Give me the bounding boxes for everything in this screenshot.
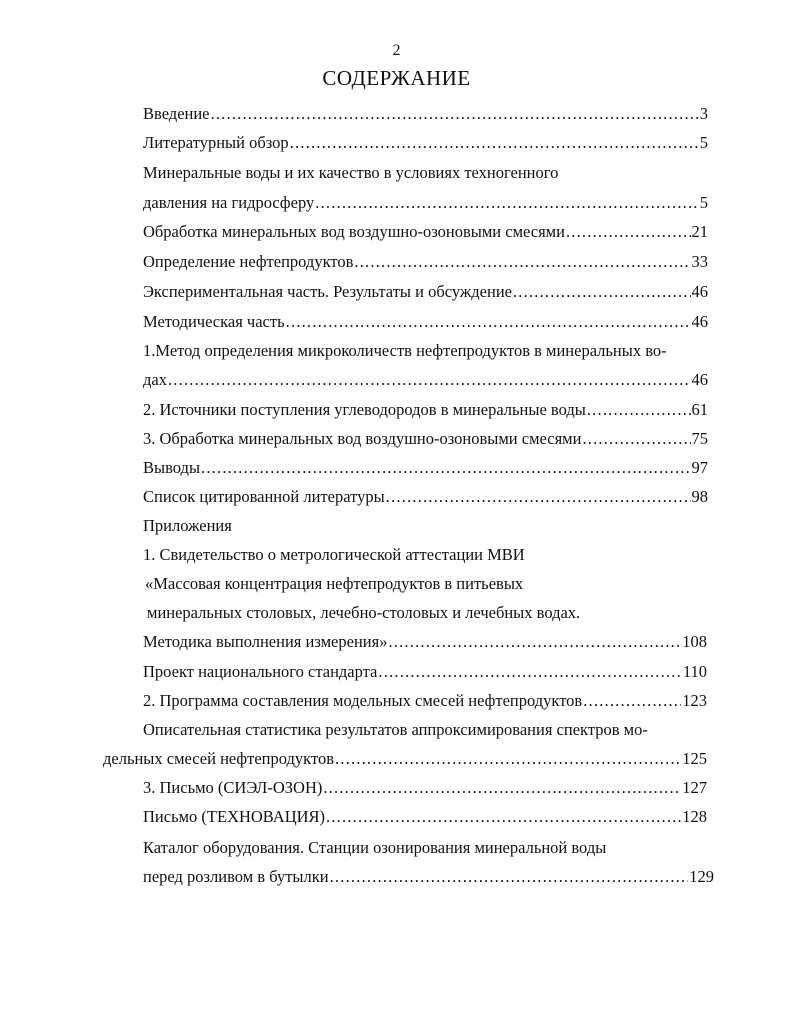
leader-dots <box>587 399 691 421</box>
toc-entry-page: 33 <box>691 252 708 271</box>
toc-entry-text: 1.Метод определения микроколичеств нефтепродуктов в минеральных во- <box>143 341 667 360</box>
toc-entry-page: 21 <box>691 222 708 241</box>
toc-entry-method-line1 <box>143 340 667 362</box>
toc-entry-introduction <box>143 103 708 125</box>
leader-dots <box>354 251 690 273</box>
toc-entry-page: 129 <box>689 867 714 886</box>
toc-entry-page: 3 <box>699 104 708 123</box>
toc-entry-appendices <box>143 515 232 537</box>
toc-entry-mineral-waters-line1 <box>143 162 558 184</box>
toc-entry-certificate-line2 <box>145 573 523 595</box>
leader-dots <box>211 103 699 125</box>
leader-dots <box>315 192 699 214</box>
toc-entry-text: 2. Источники поступления углеводородов в минеральные воды <box>143 400 586 419</box>
toc-entry-national-standard <box>143 661 707 683</box>
toc-entry-certificate-line1 <box>143 544 525 566</box>
toc-entry-catalog-line2 <box>143 866 714 888</box>
toc-entry-measurement-method <box>143 631 707 653</box>
leader-dots <box>566 221 691 243</box>
toc-entry-page: 5 <box>699 133 708 152</box>
toc-entry-text: Введение <box>143 104 210 123</box>
toc-entry-page: 5 <box>699 193 708 212</box>
toc-entry-text: Литературный обзор <box>143 133 289 152</box>
toc-entry-letter-siel-ozon <box>143 777 707 799</box>
leader-dots <box>378 661 681 683</box>
leader-dots <box>168 369 691 391</box>
toc-entry-text: 1. Свидетельство о метрологической аттестации МВИ <box>143 545 525 564</box>
toc-entry-text: давления на гидросферу <box>143 193 315 212</box>
leader-dots <box>290 132 699 154</box>
toc-entry-literature-review <box>143 132 708 154</box>
toc-entry-text: минеральных столовых, лечебно-столовых и лечебных водах. <box>147 603 581 622</box>
toc-title: СОДЕРЖАНИЕ <box>322 66 471 90</box>
toc-entry-text: 3. Письмо (СИЭЛ-ОЗОН) <box>143 778 323 797</box>
toc-entry-hydrocarbon-sources <box>143 399 708 421</box>
toc-entry-certificate-line3 <box>147 602 580 624</box>
toc-entry-text: Обработка минеральных вод воздушно-озоновыми смесями <box>143 222 565 241</box>
toc-entry-method-line2 <box>143 369 708 391</box>
leader-dots <box>386 486 691 508</box>
leader-dots <box>286 311 691 333</box>
toc-entry-text: Определение нефтепродуктов <box>143 252 354 271</box>
toc-entry-page: 98 <box>691 487 708 506</box>
toc-entry-text: Методическая часть <box>143 312 285 331</box>
toc-entry-text: «Массовая концентрация нефтепродуктов в питьевых <box>145 574 524 593</box>
leader-dots <box>323 777 681 799</box>
toc-entry-text: Методика выполнения измерения» <box>143 632 388 651</box>
toc-entry-page: 46 <box>691 370 708 389</box>
toc-entry-statistics-line1 <box>143 719 648 741</box>
toc-entry-catalog-line1 <box>143 837 606 859</box>
toc-entry-text: Письмо (ТЕХНОВАЦИЯ) <box>143 807 326 826</box>
toc-entry-text: перед розливом в бутылки <box>143 867 329 886</box>
leader-dots <box>201 457 690 479</box>
toc-entry-page: 127 <box>682 778 707 797</box>
toc-entry-text: дельных смесей нефтепродуктов <box>103 749 334 768</box>
toc-entry-page: 46 <box>691 312 708 331</box>
leader-dots <box>388 631 681 653</box>
toc-entry-page: 125 <box>682 749 707 768</box>
toc-entry-ozone-treatment <box>143 221 708 243</box>
toc-entry-page: 108 <box>682 632 707 651</box>
toc-entry-page: 110 <box>682 662 707 681</box>
toc-entry-petroleum-determination <box>143 251 708 273</box>
toc-entry-page: 61 <box>691 400 708 419</box>
toc-entry-page: 46 <box>691 282 708 301</box>
toc-entry-page: 128 <box>682 807 707 826</box>
toc-entry-text: Описательная статистика результатов аппроксимирования спектров мо- <box>143 720 648 739</box>
leader-dots <box>335 748 681 770</box>
leader-dots <box>330 866 689 888</box>
toc-entry-model-mixtures-program <box>143 690 707 712</box>
toc-entry-text: Список цитированной литературы <box>143 487 385 506</box>
toc-entry-references <box>143 486 708 508</box>
toc-entry-text: 3. Обработка минеральных вод воздушно-озоновыми смесями <box>143 429 582 448</box>
toc-entry-page: 97 <box>691 458 708 477</box>
toc-entry-methodical <box>143 311 708 333</box>
toc-entry-text: Проект национального стандарта <box>143 662 378 681</box>
toc-entry-letter-technovation <box>143 806 707 828</box>
leader-dots <box>583 690 681 712</box>
toc-entry-text: 2. Программа составления модельных смесей нефтепродуктов <box>143 691 583 710</box>
toc-entry-experimental <box>143 281 708 303</box>
toc-entry-page: 75 <box>691 429 708 448</box>
toc-entry-text: дах <box>143 370 167 389</box>
toc-entry-conclusions <box>143 457 708 479</box>
toc-entry-text: Приложения <box>143 516 232 535</box>
toc-entry-ozone-treatment-results <box>143 428 708 450</box>
toc-entry-text: Минеральные воды и их качество в условиях техногенного <box>143 163 559 182</box>
leader-dots <box>326 806 681 828</box>
toc-entry-text: Выводы <box>143 458 201 477</box>
page-number: 2 <box>392 42 401 59</box>
toc-entry-mineral-waters-line2 <box>143 192 708 214</box>
toc-entry-text: Каталог оборудования. Станции озонирования минеральной воды <box>143 838 607 857</box>
leader-dots <box>513 281 691 303</box>
toc-entry-statistics-line2 <box>103 748 707 770</box>
toc-entry-text: Экспериментальная часть. Результаты и обсуждение <box>143 282 512 301</box>
leader-dots <box>582 428 690 450</box>
toc-entry-page: 123 <box>682 691 707 710</box>
